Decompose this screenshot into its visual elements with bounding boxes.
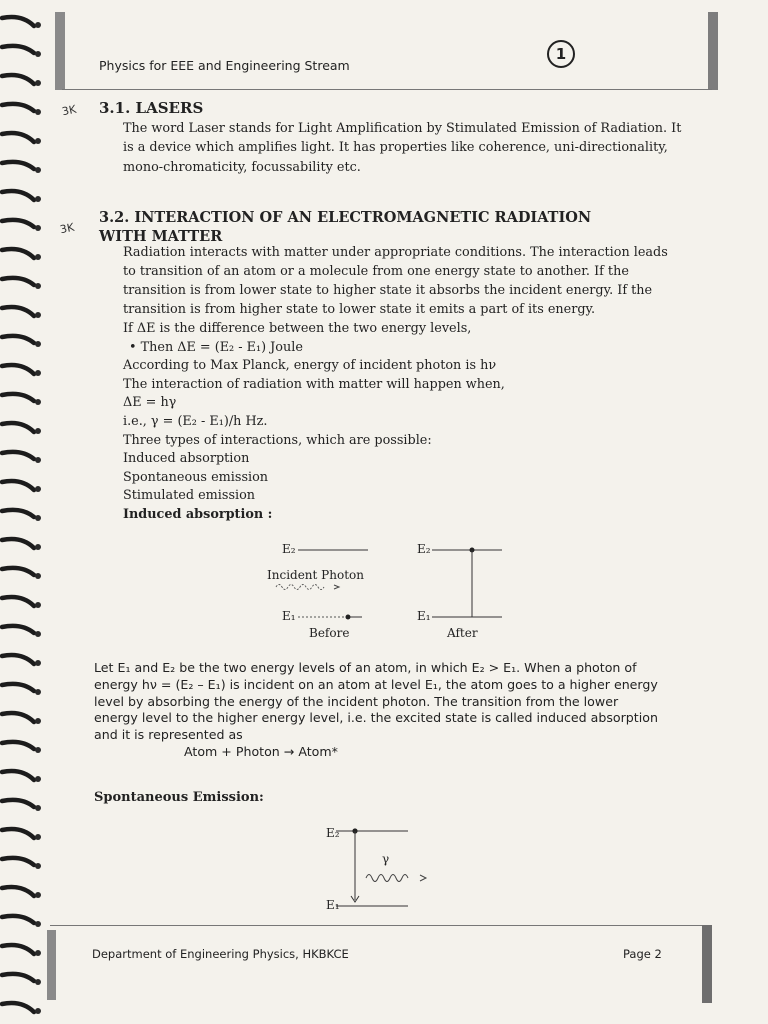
gamma-label: γ (382, 852, 390, 866)
e1-label-before: E₁ (282, 609, 296, 623)
tab-strip-right-footer (702, 925, 712, 1003)
tab-strip-left (55, 12, 65, 90)
text-line: The interaction of radiation with matter will happen when, (123, 376, 505, 392)
footer-page-number: Page 2 (623, 947, 662, 961)
interaction-lines (123, 320, 505, 525)
tab-strip-left-footer (47, 930, 56, 1000)
text-line: Stimulated emission (123, 488, 256, 504)
after-label: After (447, 626, 478, 640)
atom-dot (346, 615, 351, 620)
footer-rule (50, 925, 710, 926)
text-line: Spontaneous emission (123, 469, 269, 485)
tab-strip-right (708, 12, 718, 90)
e2-label-before: E₂ (282, 542, 296, 556)
interaction-paragraph: Radiation interacts with matter under appropriate conditions. The interaction leads to transition of an atom or a molecule from one energy state to another. If the transition is from lower state to higher state it absorbs the incident energy. If the transition is from higher state to lower state it emits a part of its energy. (123, 245, 668, 317)
text-line: i.e., γ = (E₂ - E₁)/h Hz. (123, 413, 268, 429)
margin-note: 3K (58, 220, 76, 237)
footer-department: Department of Engineering Physics, HKBKCE (92, 947, 349, 961)
before-label: Before (309, 626, 350, 640)
section-heading-lasers: 3.1. LASERS (99, 99, 204, 117)
header-rule (62, 89, 712, 90)
text-line: If ΔE is the difference between the two energy levels, (123, 321, 472, 336)
e1-label-after: E₁ (417, 609, 431, 623)
e1-label-spontaneous: E₁ (326, 898, 340, 912)
page-header-title: Physics for EEE and Engineering Stream (99, 58, 350, 73)
text-line: ΔE = hγ (123, 395, 177, 411)
e2-label-spontaneous: E₂ (326, 826, 340, 840)
subheading-induced-absorption: Induced absorption : (123, 506, 273, 522)
handwritten-page-mark: 1 (547, 40, 575, 68)
absorption-equation: Atom + Photon → Atom* (184, 744, 338, 759)
photon-wave (276, 585, 324, 590)
spontaneous-emission-heading: Spontaneous Emission: (94, 790, 264, 805)
absorption-paragraph: Let E₁ and E₂ be the two energy levels of an atom, in which E₂ > E₁. When a photon of energy hν = (E₂ – E₁) is incident on an atom at level E₁, the atom goes to a higher energy level by absorbing the energy of the incident photon. The transition from the lower energy level to the higher energy level, i.e. the excited state is called induced absorption and it is represented as (94, 660, 658, 743)
text-line: • Then ΔE = (E₂ - E₁) Joule (129, 339, 303, 355)
text-line: According to Max Planck, energy of incident photon is hν (123, 358, 497, 374)
spiral-binding (0, 0, 46, 1024)
section-heading-interaction: 3.2. INTERACTION OF AN ELECTROMAGNETIC RADIATION WITH MATTER (99, 209, 592, 245)
text-line: Induced absorption (123, 451, 250, 467)
emitted-photon-wave (366, 875, 408, 882)
margin-note: 3K (60, 102, 78, 119)
e2-label-after: E₂ (417, 542, 431, 556)
lasers-paragraph: The word Laser stands for Light Amplification by Stimulated Emission of Radiation. It is a device which amplifies light. It has properties like coherence, uni-directionality, mono-chromaticity, focussability etc. (123, 121, 682, 175)
incident-photon-label: Incident Photon (267, 568, 364, 582)
text-line: Three types of interactions, which are possible: (123, 432, 432, 448)
